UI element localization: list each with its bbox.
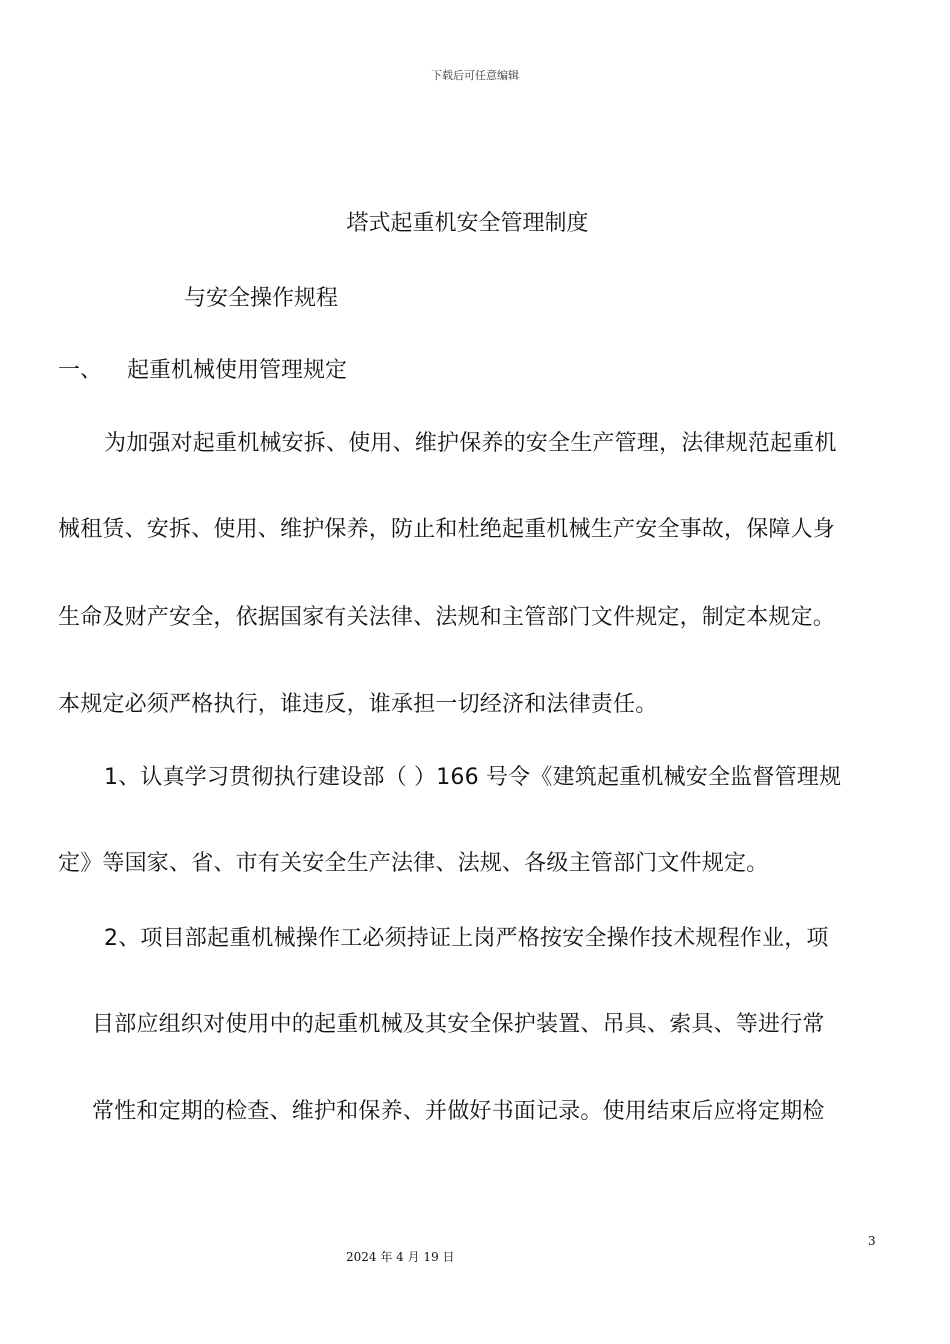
body-line-3: 生命及财产安全，依据国家有关法律、法规和主管部门文件规定，制定本规定。 xyxy=(58,605,836,630)
section-title: 起重机械使用管理规定 xyxy=(127,358,348,383)
body-line-4: 本规定必须严格执行，谁违反，谁承担一切经济和法律责任。 xyxy=(58,692,658,717)
section-number: 一、 xyxy=(58,358,103,383)
footer-date: 2024 年 4 月 19 日 xyxy=(346,1250,455,1264)
body-line-1: 为加强对起重机械安拆、使用、维护保养的安全生产管理，法律规范起重机 xyxy=(104,431,837,456)
body-line-8: 目部应组织对使用中的起重机械及其安全保护装置、吊具、索具、等进行常 xyxy=(92,1012,825,1037)
body-line-6: 定》等国家、省、市有关安全生产法律、法规、各级主管部门文件规定。 xyxy=(58,851,769,876)
page-number: 3 xyxy=(868,1234,876,1248)
body-line-2: 械租赁、安拆、使用、维护保养，防止和杜绝起重机械生产安全事故，保障人身 xyxy=(58,517,836,542)
body-line-9: 常性和定期的检查、维护和保养、并做好书面记录。使用结束后应将定期检 xyxy=(92,1099,825,1124)
document-subtitle: 与安全操作规程 xyxy=(184,286,339,311)
document-title: 塔式起重机安全管理制度 xyxy=(346,211,589,236)
body-line-7: 2、项目部起重机械操作工必须持证上岗严格按安全操作技术规程作业，项 xyxy=(104,926,829,951)
section-heading xyxy=(58,356,347,386)
body-line-5: 1、认真学习贯彻执行建设部（ ）166 号令《建筑起重机械安全监督管理规 xyxy=(104,765,842,790)
header-note: 下载后可任意编辑 xyxy=(431,69,519,82)
